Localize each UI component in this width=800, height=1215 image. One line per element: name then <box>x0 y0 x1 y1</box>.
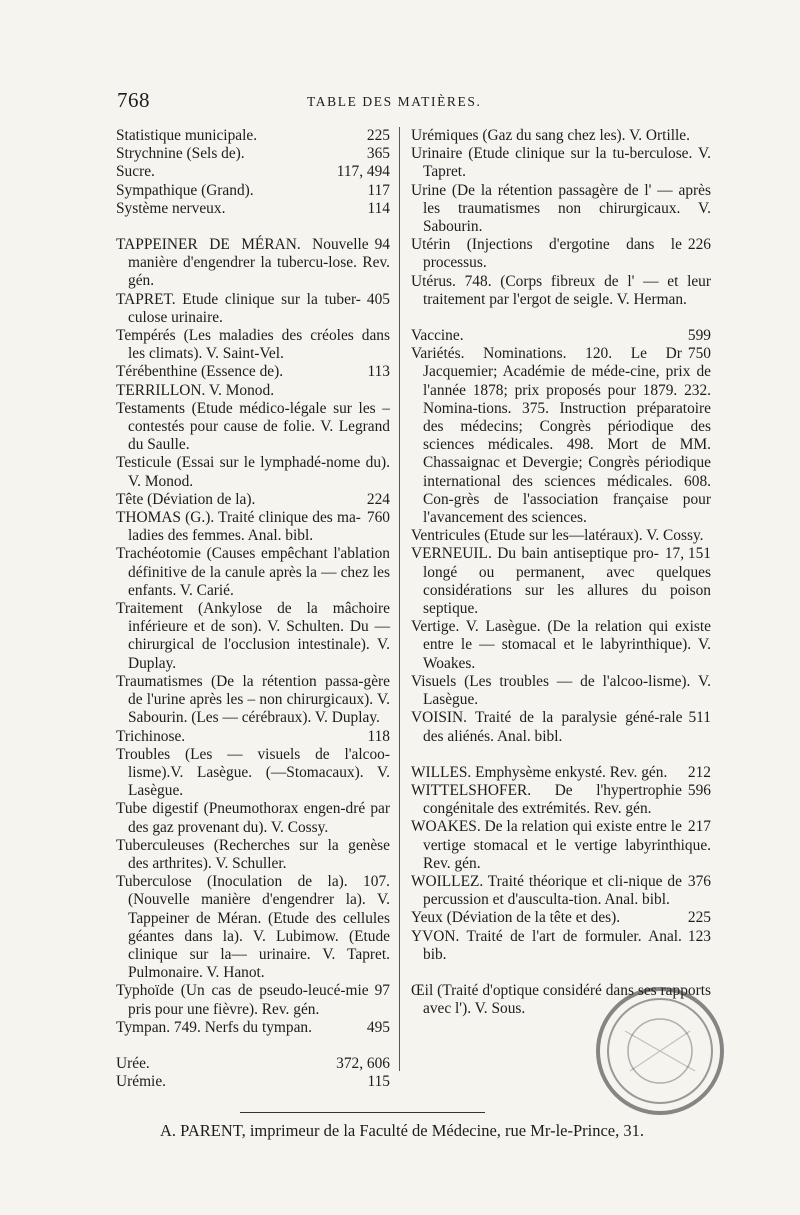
entry-text: Urémie. <box>116 1073 166 1091</box>
index-entry <box>116 200 390 218</box>
entry-text: Térébenthine (Essence de). <box>116 363 284 381</box>
entry-text: Vaccine. <box>411 327 464 345</box>
index-entry <box>116 1073 390 1091</box>
column-divider <box>399 127 400 1071</box>
index-entry <box>116 163 390 181</box>
page-reference: 495 <box>366 1018 390 1036</box>
index-entry <box>411 928 711 964</box>
entry-text: Troubles (Les — visuels de l'alcoo-lisme).V. Lasègue. (—Stomacaux). V. Lasègue. <box>116 745 390 800</box>
page-reference: 365 <box>366 145 390 163</box>
page-reference: 225 <box>687 909 711 927</box>
page-reference: 212 <box>687 763 711 781</box>
entry-text: Tympan. 749. Nerfs du tympan. <box>116 1018 312 1036</box>
index-entry <box>116 837 390 873</box>
index-entry <box>411 818 711 873</box>
entry-text: Tuberculeuses (Recherches sur la genèse des arthrites). V. Schuller. <box>116 836 390 872</box>
index-entry <box>116 746 390 801</box>
index-entry <box>411 764 711 782</box>
page-reference: 115 <box>367 1073 390 1091</box>
entry-text: Utérin (Injections d'ergotine dans le processus. <box>411 236 682 272</box>
entry-text: Traitement (Ankylose de la mâchoire inférieure et de son). V. Schulten. Du — chirurgical de l'occlusion intestinale). V. Duplay. <box>116 600 390 672</box>
entry-text: Tempérés (Les maladies des créoles dans les climats). V. Saint-Vel. <box>116 327 390 363</box>
page-reference: 114 <box>367 199 390 217</box>
index-entry <box>116 145 390 163</box>
entry-text: Ventricules (Etude sur les—latéraux). V. Cossy. <box>411 527 704 545</box>
index-entry <box>116 127 390 145</box>
entry-text: YVON. Traité de l'art de formuler. Anal. bib. <box>411 927 682 963</box>
entry-text: Variétés. Nominations. 120. Le Dr Jacquemier; Académie de méde-cine, prix de l'année 1878; prix proposés pour 1879. 232. Nomina-tions. 375. Instruction préparatoire des médecins; Congrès périodique des sciences médicales. 498. Mort de MM. Chassaignac et Devergie; Congrès périodique international des sciences médicales. 608. Con-grès de l'association française pour l'avancement des sciences. <box>411 345 711 527</box>
index-entry <box>411 982 711 1018</box>
index-entry <box>411 673 711 709</box>
index-entry <box>411 545 711 618</box>
page-reference: 405 <box>366 290 390 308</box>
index-entry <box>116 454 390 490</box>
entry-text: Utérus. 748. (Corps fibreux de l' — et leur traitement par l'ergot de seigle. V. Herman. <box>411 272 711 308</box>
printer-imprint: A. PARENT, imprimeur de la Faculté de Médecine, rue Mr-le-Prince, 31. <box>160 1121 644 1140</box>
index-entry <box>411 327 711 345</box>
entry-text: Urémiques (Gaz du sang chez les). V. Ortille. <box>411 127 690 144</box>
index-entry <box>116 400 390 455</box>
page-reference: 372, 606 <box>336 1054 390 1072</box>
index-entry <box>116 673 390 728</box>
page-reference: 225 <box>366 127 390 144</box>
index-entry <box>411 709 711 745</box>
page-header <box>117 88 717 114</box>
index-entry <box>116 509 390 545</box>
footer-rule <box>240 1112 485 1113</box>
index-entry <box>116 236 390 291</box>
entry-text: VERNEUIL. Du bain antiseptique pro-longé ou permanent, avec quelques considérations sur les allures du poison septique. <box>411 545 711 618</box>
entry-text: Statistique municipale. <box>116 127 258 144</box>
index-column-right <box>411 127 711 1018</box>
index-column-left <box>116 127 390 1091</box>
entry-text: Urée. <box>116 1054 150 1072</box>
index-entry <box>411 618 711 673</box>
running-title: TABLE DES MATIÈRES. <box>307 94 482 109</box>
entry-text: Tête (Déviation de la). <box>116 490 256 508</box>
entry-text: Tuberculose (Inoculation de la). 107. (Nouvelle manière d'engendrer la). V. Tappeiner de Méran. (Etude des cellules géantes dans la). V. Lubimow. (Etude clinique sur la— urinaire. V. Tapret. Pulmonaire. V. Hanot. <box>116 873 390 982</box>
page-reference: 376 <box>687 872 711 890</box>
entry-text: THOMAS (G.). Traité clinique des ma-ladies des femmes. Anal. bibl. <box>116 509 361 545</box>
entry-text: WILLES. Emphysème enkysté. Rev. gén. <box>411 763 668 781</box>
entry-text: Visuels (Les troubles — de l'alcoo-lisme). V. Lasègue. <box>411 672 711 709</box>
entry-text: Yeux (Déviation de la tête et des). <box>411 909 621 927</box>
entry-text: Œil (Traité d'optique considéré dans ses rapports avec l'). V. Sous. <box>411 981 711 1018</box>
index-entry <box>116 182 390 200</box>
entry-text: WOILLEZ. Traité théorique et cli-nique de percussion et d'ausculta-tion. Anal. bibl. <box>411 872 682 909</box>
page-reference: 117 <box>367 181 390 199</box>
entry-text: Vertige. V. Lasègue. (De la relation qui existe entre le — stomacal et le labyrinthique). V. Woakes. <box>411 618 711 672</box>
page-reference: 113 <box>367 363 390 381</box>
index-entry <box>116 291 390 327</box>
page-reference: 750 <box>687 345 711 363</box>
entry-text: TAPRET. Etude clinique sur la tuber-culose urinaire. <box>116 290 361 326</box>
entry-text: Testicule (Essai sur le lymphadé-nome du). V. Monod. <box>116 454 390 490</box>
entry-text: VOISIN. Traité de la paralysie géné-rale des aliénés. Anal. bibl. <box>411 709 683 745</box>
entry-text: Testaments (Etude médico-légale sur les – contestés pour cause de folie. V. Legrand du Saulle. <box>116 399 390 454</box>
index-entry <box>116 545 390 600</box>
entry-text: Urinaire (Etude clinique sur la tu-berculose. V. Tapret. <box>411 145 711 181</box>
index-entry <box>116 363 390 381</box>
page-reference: 217 <box>687 818 711 836</box>
page-reference: 17, 151 <box>664 545 711 563</box>
index-entry <box>116 800 390 836</box>
index-entry <box>116 491 390 509</box>
page-reference: 118 <box>367 727 390 745</box>
index-entry <box>116 982 390 1018</box>
page-reference: 760 <box>366 509 390 527</box>
entry-text: Système nerveux. <box>116 199 226 217</box>
index-entry <box>411 873 711 909</box>
entry-text: Trachéotomie (Causes empêchant l'ablation définitive de la canule après la — chez les enfants. V. Carié. <box>116 545 390 599</box>
index-entry <box>411 345 711 527</box>
index-entry <box>116 600 390 673</box>
entry-text: Traumatismes (De la rétention passa-gère de l'urine après les – non chirurgicaux). V. Sabourin. (Les — cérébraux). V. Duplay. <box>116 672 390 727</box>
entry-text: Urine (De la rétention passagère de l' — après les traumatismes non chirurgicaux. V. Sabourin. <box>411 181 711 236</box>
index-entry <box>411 182 711 237</box>
page-reference: 224 <box>366 490 390 508</box>
entry-text: TERRILLON. V. Monod. <box>116 381 275 399</box>
entry-text: WOAKES. De la relation qui existe entre le vertige stomacal et le vertige labyrinthique. Rev. gén. <box>411 818 711 872</box>
index-entry <box>411 236 711 272</box>
entry-text: Tube digestif (Pneumothorax engen-dré par des gaz provenant du). V. Cossy. <box>116 800 390 836</box>
page-number: 768 <box>117 88 150 112</box>
index-entry <box>411 273 711 309</box>
index-entry <box>411 145 711 181</box>
index-entry <box>116 1019 390 1037</box>
page-reference: 596 <box>687 781 711 799</box>
index-entry <box>116 873 390 982</box>
entry-text: Typhoïde (Un cas de pseudo-leucé-mie pris pour une fièvre). Rev. gén. <box>116 982 369 1018</box>
page-reference: 97 <box>374 982 390 1000</box>
entry-text: Sympathique (Grand). <box>116 181 254 199</box>
page-reference: 511 <box>688 709 711 727</box>
entry-text: Strychnine (Sels de). <box>116 145 245 163</box>
index-entry <box>116 728 390 746</box>
index-entry <box>116 1055 390 1073</box>
entry-text: Trichinose. <box>116 727 186 745</box>
index-entry <box>411 909 711 927</box>
page-reference: 599 <box>687 327 711 345</box>
index-entry <box>411 527 711 545</box>
page-reference: 123 <box>687 927 711 945</box>
index-entry <box>411 782 711 818</box>
entry-text: WITTELSHOFER. De l'hypertrophie congénitale des extrémités. Rev. gén. <box>411 781 682 818</box>
entry-text: TAPPEINER DE MÉRAN. Nouvelle manière d'engendrer la tubercu-lose. Rev. gén. <box>116 236 390 290</box>
index-entry <box>116 327 390 363</box>
index-entry <box>411 127 711 145</box>
index-entry <box>116 382 390 400</box>
page-reference: 94 <box>374 236 390 254</box>
entry-text: Sucre. <box>116 163 155 181</box>
page-reference: 117, 494 <box>336 163 390 181</box>
page-reference: 226 <box>687 236 711 254</box>
